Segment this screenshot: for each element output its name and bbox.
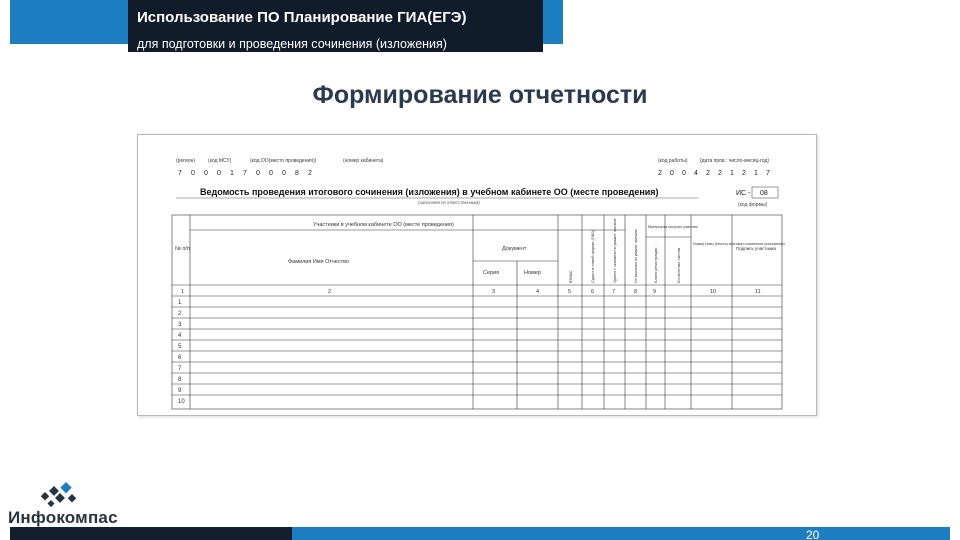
col-ovz: Сдают в новой форме (ОВЗ) — [590, 229, 595, 283]
form-code-label: (код формы) — [738, 202, 768, 208]
form-digit: 4 — [694, 170, 698, 177]
page-number: 20 — [806, 528, 820, 540]
form-digit: 0 — [191, 170, 195, 177]
column-number: 11 — [755, 289, 761, 295]
form-digit: 0 — [682, 170, 686, 177]
col-sheets: Количество листов — [676, 247, 681, 283]
footer-bar — [292, 527, 950, 540]
col-num: № п/п — [175, 246, 190, 252]
form-digit: 7 — [243, 170, 247, 177]
label-region: (регион) — [176, 158, 196, 164]
footer-bar-dark — [10, 527, 292, 540]
form-digit: 1 — [730, 170, 734, 177]
form-digit: 1 — [230, 170, 234, 177]
form-digit: 0 — [256, 170, 260, 177]
row-number: 5 — [178, 344, 182, 350]
row-number: 4 — [178, 333, 182, 339]
form-digit: 1 — [754, 170, 758, 177]
form-title: Ведомость проведения итогового сочинения (изложения) в учебном кабинете ОО (месте проведения) — [200, 187, 659, 197]
row-number: 1 — [178, 300, 182, 306]
column-number: 9 — [653, 289, 657, 295]
col-signature: Подпись участника — [736, 246, 777, 251]
row-number: 6 — [178, 355, 182, 361]
form-digit: 0 — [269, 170, 273, 177]
column-number: 8 — [634, 289, 638, 295]
col-number: Номер — [524, 270, 541, 276]
col-series: Серия — [483, 270, 500, 276]
form-title-note: (заполняется ответственным) — [418, 200, 480, 205]
report-form — [138, 135, 817, 416]
header-title: Использование ПО Планирование ГИА(ЕГЭ) — [137, 9, 467, 26]
form-code-prefix: ИС - — [736, 190, 751, 197]
column-number: 4 — [536, 289, 540, 295]
column-number: 5 — [568, 289, 572, 295]
column-number: 2 — [328, 289, 332, 295]
col-materials: Материалы получил участник — [648, 225, 698, 229]
row-number: 7 — [178, 366, 182, 372]
column-number: 1 — [181, 289, 185, 295]
header-subtitle: для подготовки и проведения сочинения (изложения) — [137, 37, 447, 51]
report-form-image — [137, 134, 817, 416]
form-digit: 2 — [742, 170, 746, 177]
column-number: 10 — [710, 289, 717, 295]
label-date: (дата пров.: число-месяц-год) — [700, 158, 769, 164]
col-class: Класс — [568, 270, 573, 283]
col-blanks: Бланк регистрации — [653, 247, 658, 283]
row-number: 2 — [178, 311, 182, 317]
row-number: 3 — [178, 322, 182, 328]
row-number: 10 — [178, 399, 185, 405]
form-code-value: 08 — [760, 190, 768, 197]
col-document: Документ — [502, 246, 527, 252]
form-digit: 2 — [706, 170, 710, 177]
logo-text: Инфокомпас — [8, 508, 118, 527]
form-digit: 7 — [178, 170, 182, 177]
label-work-code: (код работы) — [658, 158, 688, 164]
label-oo: (код ОО(место проведения)) — [250, 158, 317, 164]
form-digit: 0 — [204, 170, 208, 177]
col-incomplete: Не закончил по уважит. причине — [634, 229, 638, 283]
form-digit: 2 — [308, 170, 312, 177]
form-digit: 0 — [217, 170, 221, 177]
col-fio: Фамилия Имя Отчество — [288, 259, 350, 265]
label-room: (номер кабинета) — [343, 158, 384, 164]
col-group: Участники в учебном кабинете ОО (месте проведения) — [313, 222, 454, 228]
col-topic: Номер темы (текста) итогового сочинения (изложения) — [693, 242, 785, 246]
row-number: 9 — [178, 388, 182, 394]
form-digit: 2 — [718, 170, 722, 177]
col-reason: Удален с экзамена по уважит. причине — [613, 218, 617, 283]
page-title: Формирование отчетности — [312, 81, 648, 109]
column-number: 3 — [492, 289, 496, 295]
label-msu: (код МСУ) — [208, 158, 232, 164]
form-digit: 7 — [766, 170, 770, 177]
form-digit: 8 — [295, 170, 299, 177]
form-digit: 0 — [670, 170, 674, 177]
column-number: 6 — [591, 289, 595, 295]
row-number: 8 — [178, 377, 182, 383]
column-number: 7 — [612, 289, 616, 295]
form-digit: 2 — [658, 170, 662, 177]
form-digit: 0 — [282, 170, 286, 177]
